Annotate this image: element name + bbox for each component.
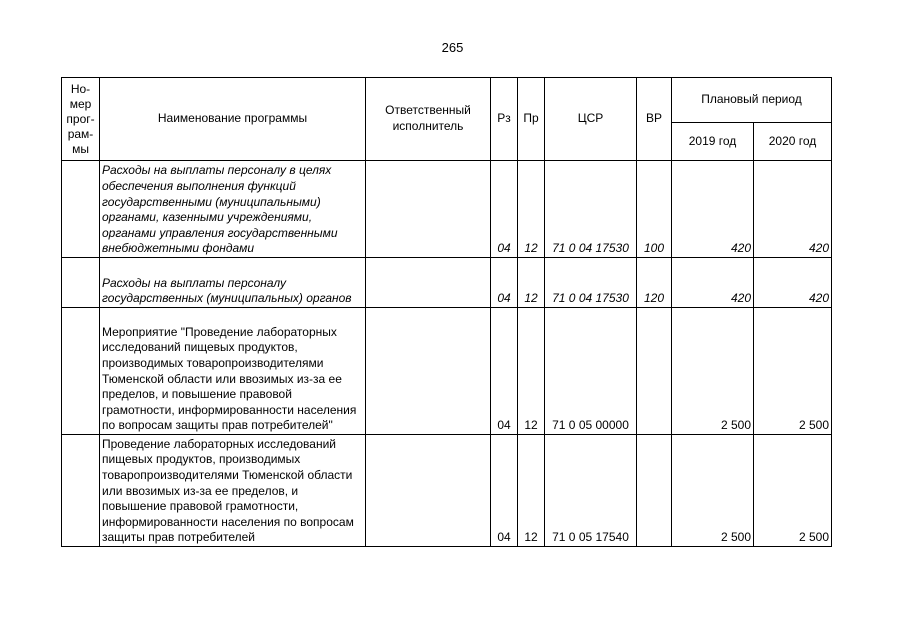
cell-vr <box>637 435 672 547</box>
cell-num <box>62 308 100 435</box>
cell-num <box>62 435 100 547</box>
cell-num <box>62 161 100 258</box>
cell-rz: 04 <box>491 435 518 547</box>
cell-2019: 420 <box>672 161 754 258</box>
cell-responsible <box>366 258 491 308</box>
table-row <box>62 161 832 258</box>
table-row <box>62 435 832 547</box>
header-year-2020: 2020 год <box>754 123 832 161</box>
cell-responsible <box>366 308 491 435</box>
cell-2019: 2 500 <box>672 308 754 435</box>
cell-2020: 2 500 <box>754 308 832 435</box>
page-number: 265 <box>441 40 464 55</box>
header-csr: ЦСР <box>545 78 637 161</box>
cell-num <box>62 258 100 308</box>
cell-vr: 100 <box>637 161 672 258</box>
header-year-2019: 2019 год <box>672 123 754 161</box>
cell-csr: 71 0 04 17530 <box>545 161 637 258</box>
cell-pr: 12 <box>518 308 545 435</box>
cell-vr <box>637 308 672 435</box>
cell-csr: 71 0 04 17530 <box>545 258 637 308</box>
cell-vr: 120 <box>637 258 672 308</box>
cell-name: Расходы на выплаты персоналу в целях обеспечения выполнения функций государственными (муниципальными) органами, казенными учреждениями, органами управления государственными внебюджетными фондами <box>100 161 366 258</box>
cell-pr: 12 <box>518 161 545 258</box>
header-pr: Пр <box>518 78 545 161</box>
cell-name: Проведение лабораторных исследований пищевых продуктов, производимых товаропроизводителями Тюменской области или ввозимых из-за ее пределов, и повышение правовой грамотности, информированности населения по вопросам защиты прав потребителей <box>100 435 366 547</box>
cell-2020: 420 <box>754 258 832 308</box>
cell-name: Расходы на выплаты персоналу государственных (муниципальных) органов <box>100 258 366 308</box>
header-program-number: Но- мер прог- рам- мы <box>62 78 100 161</box>
cell-pr: 12 <box>518 435 545 547</box>
cell-pr: 12 <box>518 258 545 308</box>
cell-2019: 420 <box>672 258 754 308</box>
cell-2020: 420 <box>754 161 832 258</box>
table-row <box>62 308 832 435</box>
table-header-row <box>62 78 832 123</box>
cell-responsible <box>366 161 491 258</box>
cell-name: Мероприятие "Проведение лабораторных исследований пищевых продуктов, производимых товаропроизводителями Тюменской области или ввозимых из-за ее пределов, и повышение правовой грамотности, информированности населения по вопросам защиты прав потребителей" <box>100 308 366 435</box>
cell-csr: 71 0 05 17540 <box>545 435 637 547</box>
cell-2019: 2 500 <box>672 435 754 547</box>
cell-rz: 04 <box>491 258 518 308</box>
cell-responsible <box>366 435 491 547</box>
table-row <box>62 258 832 308</box>
cell-rz: 04 <box>491 161 518 258</box>
header-vr: ВР <box>637 78 672 161</box>
header-plan-period: Плановый период <box>672 78 832 123</box>
header-responsible: Ответственный исполнитель <box>366 78 491 161</box>
budget-table <box>61 77 832 547</box>
header-rz: Рз <box>491 78 518 161</box>
cell-rz: 04 <box>491 308 518 435</box>
cell-2020: 2 500 <box>754 435 832 547</box>
header-program-name: Наименование программы <box>100 78 366 161</box>
cell-csr: 71 0 05 00000 <box>545 308 637 435</box>
